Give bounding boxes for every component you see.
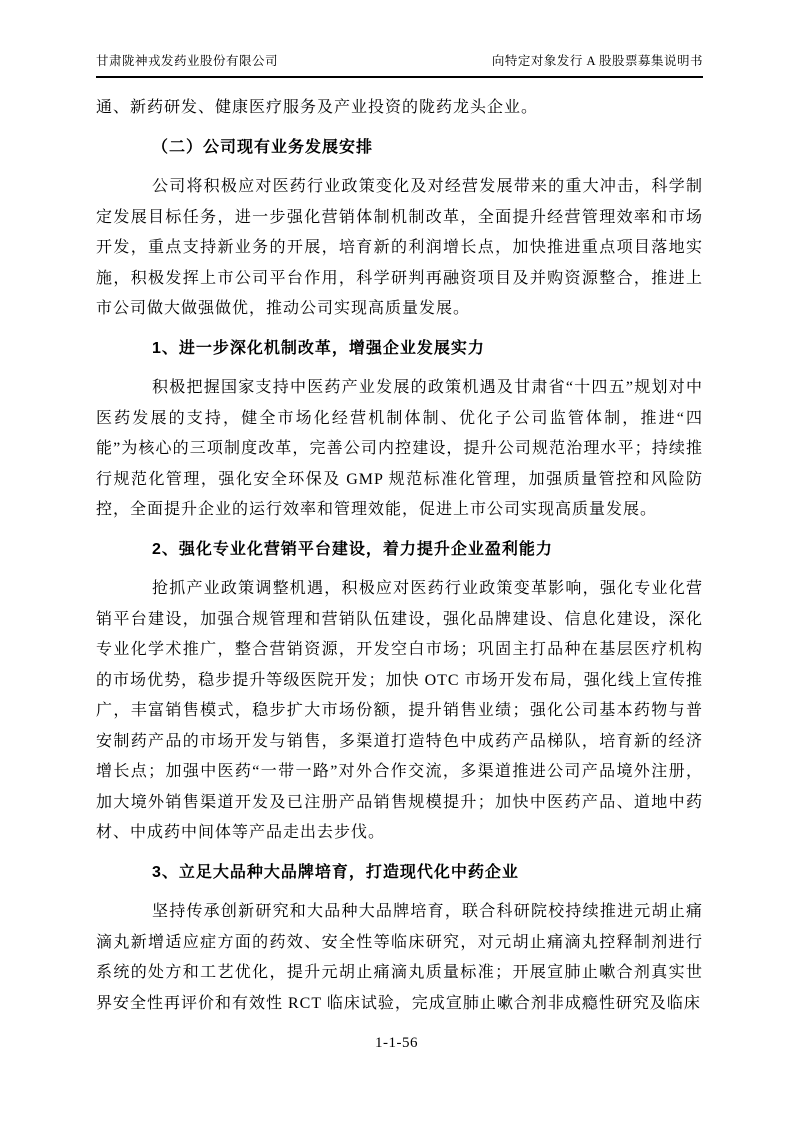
page-header: [96, 51, 703, 78]
section-intro-paragraph: 公司将积极应对医药行业政策变化及对经营发展带来的重大冲击，科学制定发展目标任务，进一步强化营销体制机制改革，全面提升经营管理效率和市场开发，重点支持新业务的开展，培育新的利润增长点，加快推进重点项目落地实施，积极发挥上市公司平台作用，科学研判再融资项目及并购资源整合，推进上市公司做大做强做优，推动公司实现高质量发展。: [96, 178, 703, 317]
header-doc-title: 向特定对象发行 A 股股票募集说明书: [491, 54, 703, 68]
subsection-paragraph-3: 坚持传承创新研究和大品种大品牌培育，联合科研院校持续推进元胡止痛滴丸新增适应症方面的药效、安全性等临床研究，对元胡止痛滴丸控释制剂进行系统的处方和工艺优化，提升元胡止痛滴丸质量标准；开展宣肺止嗽合剂真实世界安全性再评价和有效性 RCT 临床试验，完成宣肺止嗽合剂非成瘾性研究及临床: [96, 903, 703, 1012]
subsection-paragraph-2: 抢抓产业政策调整机遇，积极应对医药行业政策变革影响，强化专业化营销平台建设，加强合规管理和营销队伍建设，强化品牌建设、信息化建设，深化专业化学术推广，整合营销资源，开发空白市场；巩固主打品种在基层医疗机构的市场优势，稳步提升等级医院开发；加快 OTC 市场开发布局，强化线上宣传推广，丰富销售模式，稳步扩大市场份额，提升销售业绩；强化公司基本药物与普安制药产品的市场开发与销售，多渠道打造特色中成药产品梯队，培育新的经济增长点；加强中医药“一带一路”对外合作交流，多渠道推进公司产品境外注册，加大境外销售渠道开发及已注册产品销售规模提升；加快中医药产品、道地中药材、中成药中间体等产品走出去步伐。: [96, 580, 703, 841]
header-company-name: 甘肃陇神戎发药业股份有限公司: [96, 54, 279, 68]
section-heading: （二）公司现有业务发展安排: [152, 138, 374, 156]
subsection-paragraph-1: 积极把握国家支持中医药产业发展的政策机遇及甘肃省“十四五”规划对中医药发展的支持，健全市场化经营机制体制、优化子公司监管体制，推进“四能”为核心的三项制度改革，完善公司内控建设，提升公司规范治理水平；持续推行规范化管理，强化安全环保及 GMP 规范标准化管理，加强质量管控和风险防控，全面提升企业的运行效率和管理效能，促进上市公司实现高质量发展。: [96, 379, 703, 518]
subsection-heading-1: 1、进一步深化机制改革，增强企业发展实力: [152, 339, 485, 357]
paragraph-continuation: 通、新药研发、健康医疗服务及产业投资的陇药龙头企业。: [96, 99, 539, 116]
page-number: 1-1-56: [375, 1035, 418, 1051]
subsection-heading-3: 3、立足大品种大品牌培育，打造现代化中药企业: [152, 863, 519, 881]
subsection-heading-2: 2、强化专业化营销平台建设，着力提升企业盈利能力: [152, 540, 553, 558]
page-footer: [0, 1035, 793, 1052]
document-body: [96, 93, 703, 1019]
